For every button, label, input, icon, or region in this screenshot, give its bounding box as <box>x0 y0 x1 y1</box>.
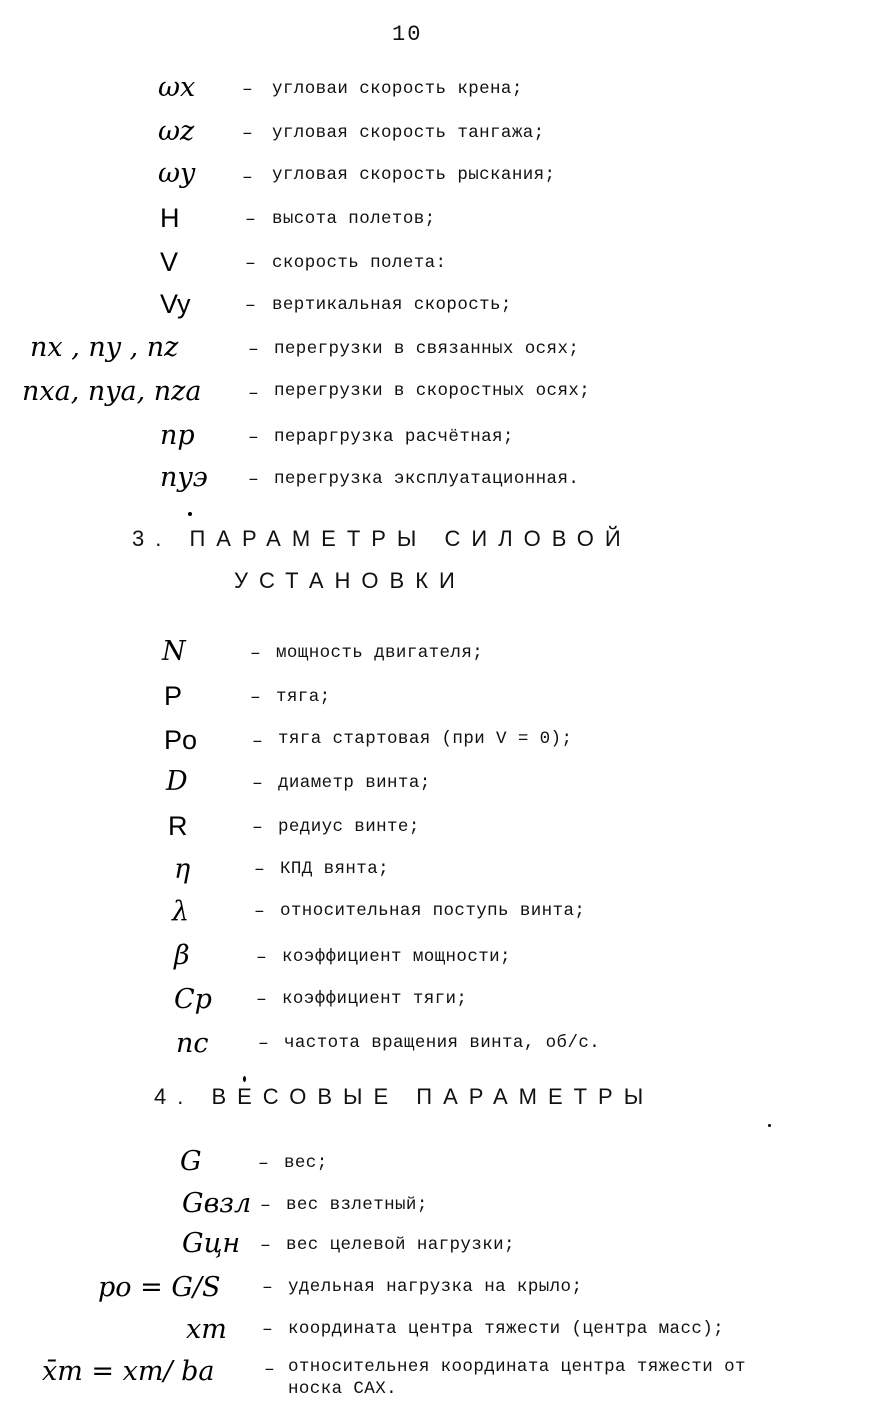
dash: – <box>248 384 259 404</box>
dash: – <box>245 210 256 230</box>
dash: – <box>250 644 261 664</box>
symbol: P <box>164 681 183 711</box>
section-4-heading: 4. ВЕСОВЫЕ ПАРАМЕТРЫ <box>154 1084 655 1109</box>
definition: относительнея координата центра тяжести от <box>288 1357 746 1377</box>
definition: пераргрузка расчётная; <box>274 427 514 447</box>
list-item <box>0 462 873 502</box>
definition: высота полетов; <box>272 209 436 229</box>
list-item <box>0 116 873 156</box>
definition: угловаи скорость крена; <box>272 79 523 99</box>
dash: – <box>245 254 256 274</box>
definition: частота вращения винта, об/с. <box>284 1033 601 1053</box>
definition: удельная нагрузка на крыло; <box>288 1277 583 1297</box>
definition: тяга; <box>276 687 331 707</box>
dash: – <box>248 340 259 360</box>
list-item <box>0 810 873 850</box>
list-item <box>0 288 873 328</box>
dash: – <box>260 1196 271 1216</box>
list-item <box>0 940 873 980</box>
page-number: 10 <box>392 22 423 47</box>
ink-speck <box>768 1124 771 1127</box>
list-item <box>0 722 873 762</box>
list-item <box>0 982 873 1022</box>
list-item <box>0 1270 873 1310</box>
symbol: xт <box>186 1314 227 1345</box>
dash: – <box>258 1154 269 1174</box>
symbol: Cp <box>174 984 212 1015</box>
definition: перегрузка эксплуатационная. <box>274 469 580 489</box>
definition: вертикальная скорость; <box>272 295 512 315</box>
dash: – <box>260 1236 271 1256</box>
symbol: G <box>180 1146 202 1177</box>
definition: коэффициент тяги; <box>282 989 468 1009</box>
dash: – <box>264 1360 275 1380</box>
list-item <box>0 1354 873 1410</box>
dash: – <box>254 860 265 880</box>
symbol: x̄т = xт/ bа <box>42 1356 215 1387</box>
symbol: nр <box>160 420 195 451</box>
ink-speck <box>243 1076 246 1082</box>
dash: – <box>256 948 267 968</box>
symbol: Po <box>164 725 198 755</box>
definition: угловая скорость рыскания; <box>272 165 556 185</box>
symbol: nxa, nya, nza <box>22 376 202 407</box>
symbol: V <box>160 247 179 277</box>
definition: координата центра тяжести (центра масс); <box>288 1319 725 1339</box>
symbol: R <box>168 811 188 841</box>
dash: – <box>245 296 256 316</box>
symbol: ωz <box>158 116 195 147</box>
list-item <box>0 332 873 372</box>
list-item <box>0 1312 873 1352</box>
definition: вес; <box>284 1153 328 1173</box>
dash: – <box>248 428 259 448</box>
list-item <box>0 1026 873 1066</box>
dash: – <box>248 470 259 490</box>
symbol: Gцн <box>182 1228 241 1259</box>
dash: – <box>256 990 267 1010</box>
list-item <box>0 374 873 414</box>
dash: – <box>254 902 265 922</box>
list-item <box>0 72 873 112</box>
symbol: H <box>160 203 180 233</box>
dash: – <box>262 1278 273 1298</box>
dash: – <box>250 688 261 708</box>
definition-continued: носка САХ. <box>288 1379 398 1399</box>
list-item <box>0 680 873 720</box>
section-3-heading-cont: УСТАНОВКИ <box>234 568 466 593</box>
dash: – <box>258 1034 269 1054</box>
dash: – <box>252 818 263 838</box>
definition: перегрузки в связанных осях; <box>274 339 580 359</box>
symbol: λ <box>172 896 190 927</box>
section-3-heading: 3. ПАРАМЕТРЫ СИЛОВОЙ <box>132 526 632 551</box>
symbol: D <box>166 766 188 797</box>
dash: – <box>262 1320 273 1340</box>
ink-speck <box>188 512 192 516</box>
dash: – <box>242 80 253 100</box>
list-item <box>0 158 873 198</box>
definition: вес взлетный; <box>286 1195 428 1215</box>
definition: диаметр винта; <box>278 773 431 793</box>
symbol: ωy <box>158 158 196 189</box>
definition: угловая скорость тангажа; <box>272 123 545 143</box>
definition: скорость полета: <box>272 253 447 273</box>
definition: относительная поступь винта; <box>280 901 586 921</box>
dash: – <box>252 732 263 752</box>
list-item <box>0 894 873 934</box>
definition: коэффициент мощности; <box>282 947 511 967</box>
symbol: β <box>174 940 190 971</box>
symbol: Vy <box>160 289 191 319</box>
list-item <box>0 1228 873 1268</box>
definition: КПД вянта; <box>280 859 390 879</box>
list-item <box>0 1188 873 1228</box>
symbol: Gвзл <box>182 1188 252 1219</box>
list-item <box>0 202 873 242</box>
definition: перегрузки в скоростных осях; <box>274 381 591 401</box>
symbol: N <box>162 636 186 667</box>
dash: – <box>252 774 263 794</box>
symbol: nc <box>176 1028 209 1059</box>
list-item <box>0 1146 873 1186</box>
list-item <box>0 852 873 892</box>
list-item <box>0 636 873 676</box>
list-item <box>0 246 873 286</box>
dash: – <box>242 124 253 144</box>
definition: вес целевой нагрузки; <box>286 1235 515 1255</box>
symbol: nx , ny , nz <box>30 332 179 363</box>
symbol: po = G/S <box>98 1272 221 1303</box>
symbol: nyэ <box>160 462 208 493</box>
symbol: ωx <box>158 72 196 103</box>
definition: тяга стартовая (при V = 0); <box>278 729 573 749</box>
definition: мощность двигателя; <box>276 643 484 663</box>
symbol: η <box>174 854 191 885</box>
definition: редиус винте; <box>278 817 420 837</box>
list-item <box>0 766 873 806</box>
dash: – <box>242 168 253 188</box>
list-item <box>0 420 873 460</box>
